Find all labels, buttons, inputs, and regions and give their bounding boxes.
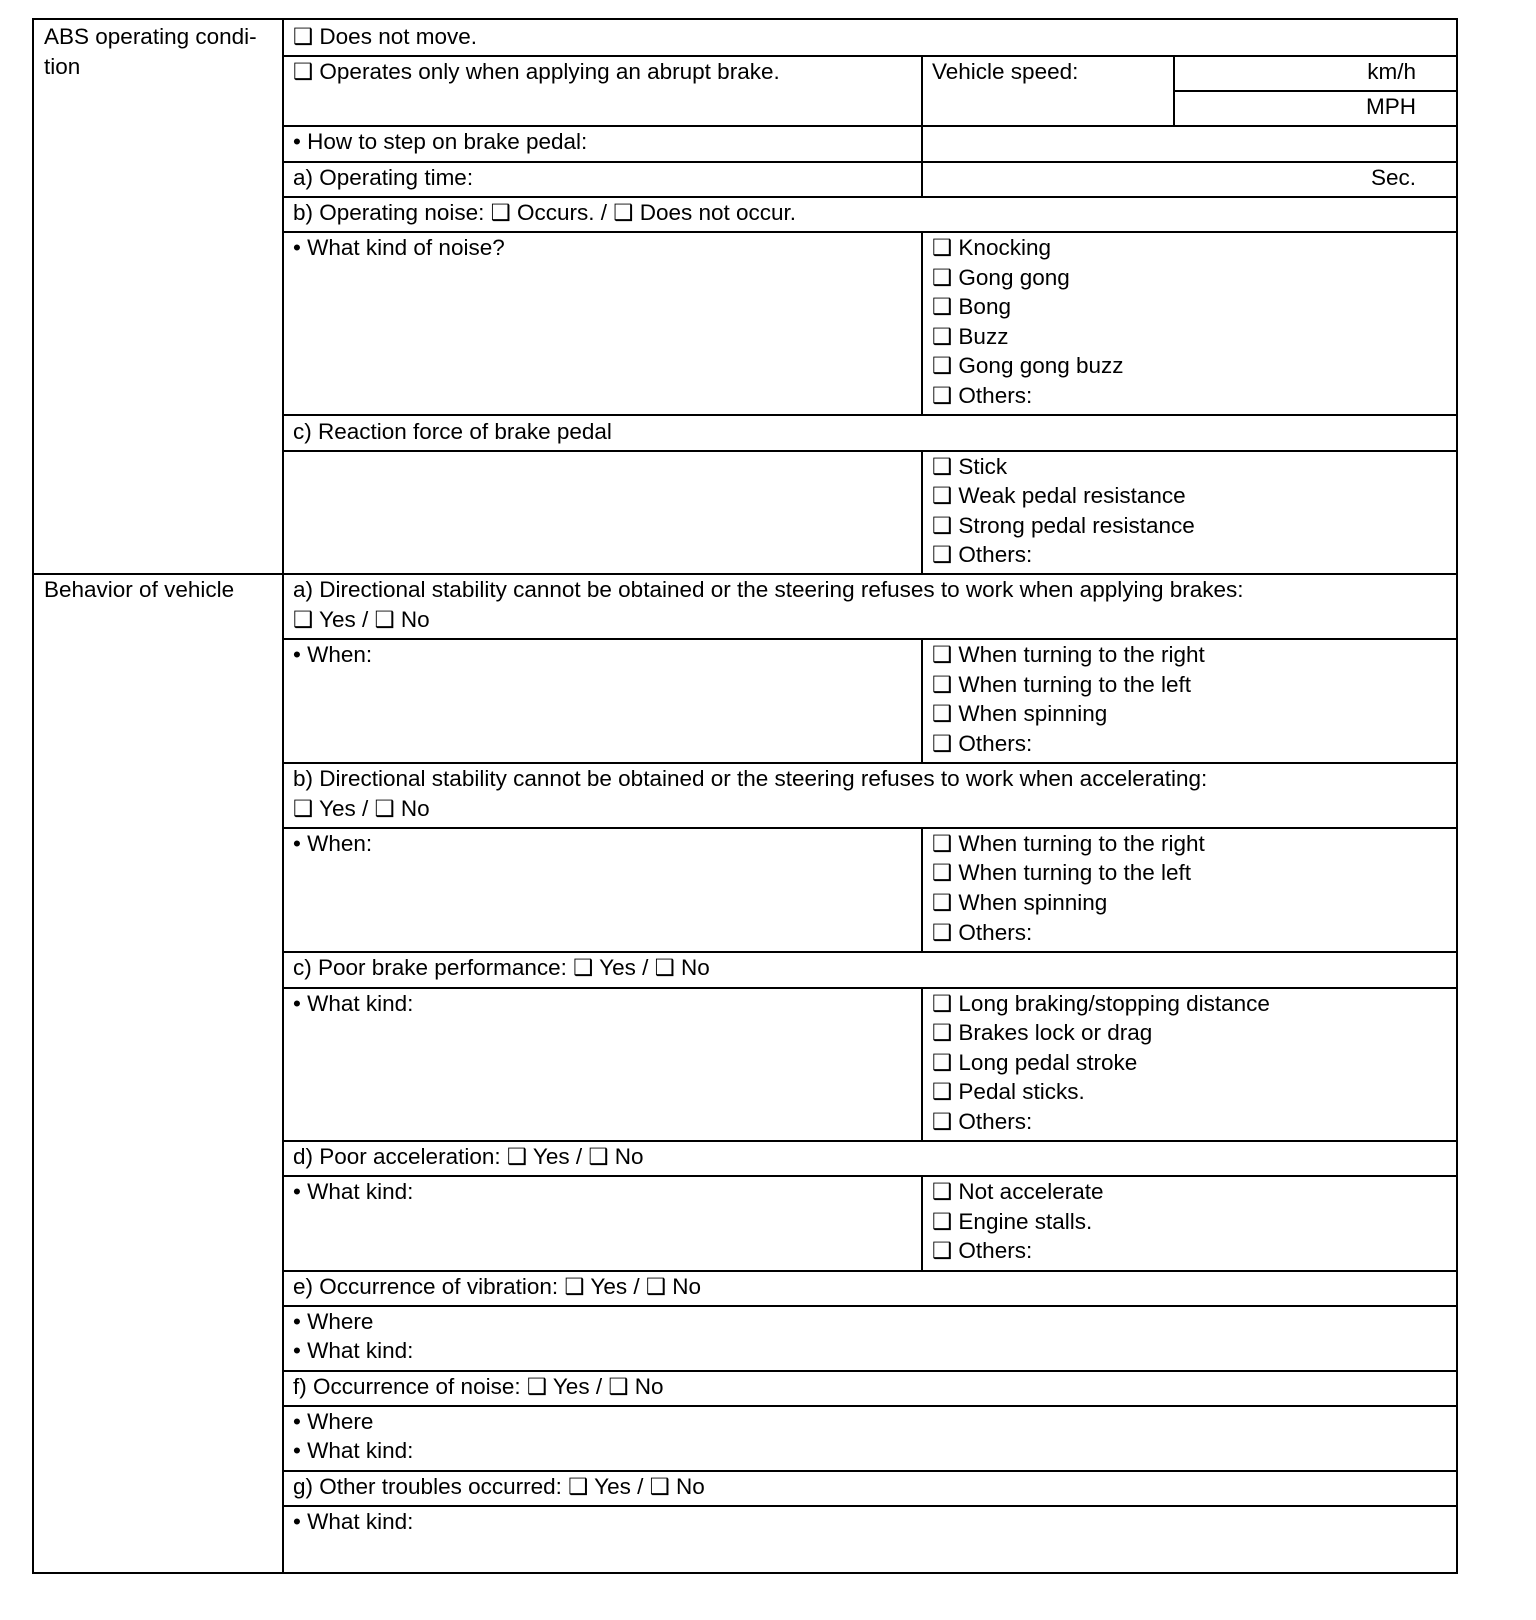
divider [284, 987, 1458, 989]
accel-kind-option-others[interactable]: ❑ Others: [932, 1238, 1033, 1263]
reaction-force-label: c) Reaction force of brake pedal [293, 419, 612, 444]
divider [284, 827, 1458, 829]
operating-noise-option[interactable]: b) Operating noise: ❑ Occurs. / ❑ Does not occur. [293, 200, 797, 225]
directional-brakes-question: a) Directional stability cannot be obtained or the steering refuses to work when applying brakes: [293, 577, 1244, 602]
vibration-yes-no[interactable]: e) Occurrence of vibration: ❑ Yes / ❑ No [293, 1274, 702, 1299]
divider [284, 1305, 1458, 1307]
directional-brakes-when-label: • When: [293, 642, 373, 667]
accel-kind-option-engine-stalls[interactable]: ❑ Engine stalls. [932, 1209, 1093, 1234]
divider [284, 1175, 1458, 1177]
divider [284, 1405, 1458, 1407]
accel-kind-option-not-accelerate[interactable]: ❑ Not accelerate [932, 1179, 1104, 1204]
accel-when-option-left[interactable]: ❑ When turning to the left [932, 860, 1192, 885]
how-to-step-label: • How to step on brake pedal: [293, 129, 588, 154]
reaction-option-strong[interactable]: ❑ Strong pedal resistance [932, 513, 1195, 538]
vibration-what-kind-field[interactable]: • What kind: [293, 1338, 414, 1363]
noise-option-bong[interactable]: ❑ Bong [932, 294, 1011, 319]
brakes-when-option-right[interactable]: ❑ When turning to the right [932, 642, 1205, 667]
operating-time-field[interactable]: Sec. [1370, 165, 1416, 190]
divider [284, 638, 1458, 640]
other-troubles-what-kind-field[interactable]: • What kind: [293, 1509, 414, 1534]
divider [921, 450, 923, 574]
directional-accel-yes-no[interactable]: ❑ Yes / ❑ No [293, 796, 430, 821]
divider [921, 231, 923, 415]
poor-acceleration-yes-no[interactable]: d) Poor acceleration: ❑ Yes / ❑ No [293, 1144, 644, 1169]
directional-accel-question: b) Directional stability cannot be obtained or the steering refuses to work when accelerating: [293, 766, 1208, 791]
brake-kind-option-long-distance[interactable]: ❑ Long braking/stopping distance [932, 991, 1270, 1016]
brake-kind-option-long-stroke[interactable]: ❑ Long pedal stroke [932, 1050, 1138, 1075]
brake-kind-option-others[interactable]: ❑ Others: [932, 1109, 1033, 1134]
divider [284, 414, 1458, 416]
operating-time-label: a) Operating time: [293, 165, 474, 190]
divider [284, 450, 1458, 452]
brake-kind-option-pedal-sticks[interactable]: ❑ Pedal sticks. [932, 1079, 1085, 1104]
divider [921, 638, 923, 763]
noise-what-kind-field[interactable]: • What kind: [293, 1438, 414, 1463]
poor-brake-performance-yes-no[interactable]: c) Poor brake performance: ❑ Yes / ❑ No [293, 955, 710, 980]
noise-option-others[interactable]: ❑ Others: [932, 383, 1033, 408]
noise-option-gong-gong-buzz[interactable]: ❑ Gong gong buzz [932, 353, 1124, 378]
brake-kind-option-lock-drag[interactable]: ❑ Brakes lock or drag [932, 1020, 1153, 1045]
poor-brake-what-kind-label: • What kind: [293, 991, 414, 1016]
does-not-move-option[interactable]: ❑ Does not move. [293, 24, 477, 49]
reaction-option-others[interactable]: ❑ Others: [932, 542, 1033, 567]
brakes-when-option-left[interactable]: ❑ When turning to the left [932, 672, 1192, 697]
accel-when-option-spinning[interactable]: ❑ When spinning [932, 890, 1108, 915]
other-troubles-yes-no[interactable]: g) Other troubles occurred: ❑ Yes / ❑ No [293, 1474, 705, 1499]
vibration-where-field[interactable]: • Where [293, 1309, 374, 1334]
abs-section-label: ABS operating condi- tion [44, 24, 257, 79]
divider [921, 55, 923, 161]
divider [921, 1175, 923, 1271]
behavior-section-label: Behavior of vehicle [44, 577, 235, 602]
reaction-option-weak[interactable]: ❑ Weak pedal resistance [932, 483, 1186, 508]
noise-option-knocking[interactable]: ❑ Knocking [932, 235, 1051, 260]
abrupt-brake-option[interactable]: ❑ Operates only when applying an abrupt brake. [293, 59, 780, 84]
diagnostic-worksheet-table [32, 18, 1458, 1574]
brakes-when-option-others[interactable]: ❑ Others: [932, 731, 1033, 756]
divider [921, 987, 923, 1141]
poor-accel-what-kind-label: • What kind: [293, 1179, 414, 1204]
noise-option-gong-gong[interactable]: ❑ Gong gong [932, 265, 1070, 290]
accel-when-option-others[interactable]: ❑ Others: [932, 920, 1033, 945]
brakes-when-option-spinning[interactable]: ❑ When spinning [932, 701, 1108, 726]
noise-option-buzz[interactable]: ❑ Buzz [932, 324, 1009, 349]
divider [1173, 55, 1175, 126]
noise-where-field[interactable]: • Where [293, 1409, 374, 1434]
divider [284, 1505, 1458, 1507]
divider [921, 161, 923, 197]
vehicle-speed-kmh-field[interactable]: km/h [1367, 59, 1416, 84]
reaction-option-stick[interactable]: ❑ Stick [932, 454, 1008, 479]
divider-label-column [282, 20, 284, 1572]
noise-occurrence-yes-no[interactable]: f) Occurrence of noise: ❑ Yes / ❑ No [293, 1374, 664, 1399]
noise-kind-label: • What kind of noise? [293, 235, 505, 260]
directional-brakes-yes-no[interactable]: ❑ Yes / ❑ No [293, 607, 430, 632]
divider [921, 827, 923, 952]
vehicle-speed-mph-field[interactable]: MPH [1366, 94, 1416, 119]
vehicle-speed-label: Vehicle speed: [932, 59, 1079, 84]
directional-accel-when-label: • When: [293, 831, 373, 856]
accel-when-option-right[interactable]: ❑ When turning to the right [932, 831, 1205, 856]
